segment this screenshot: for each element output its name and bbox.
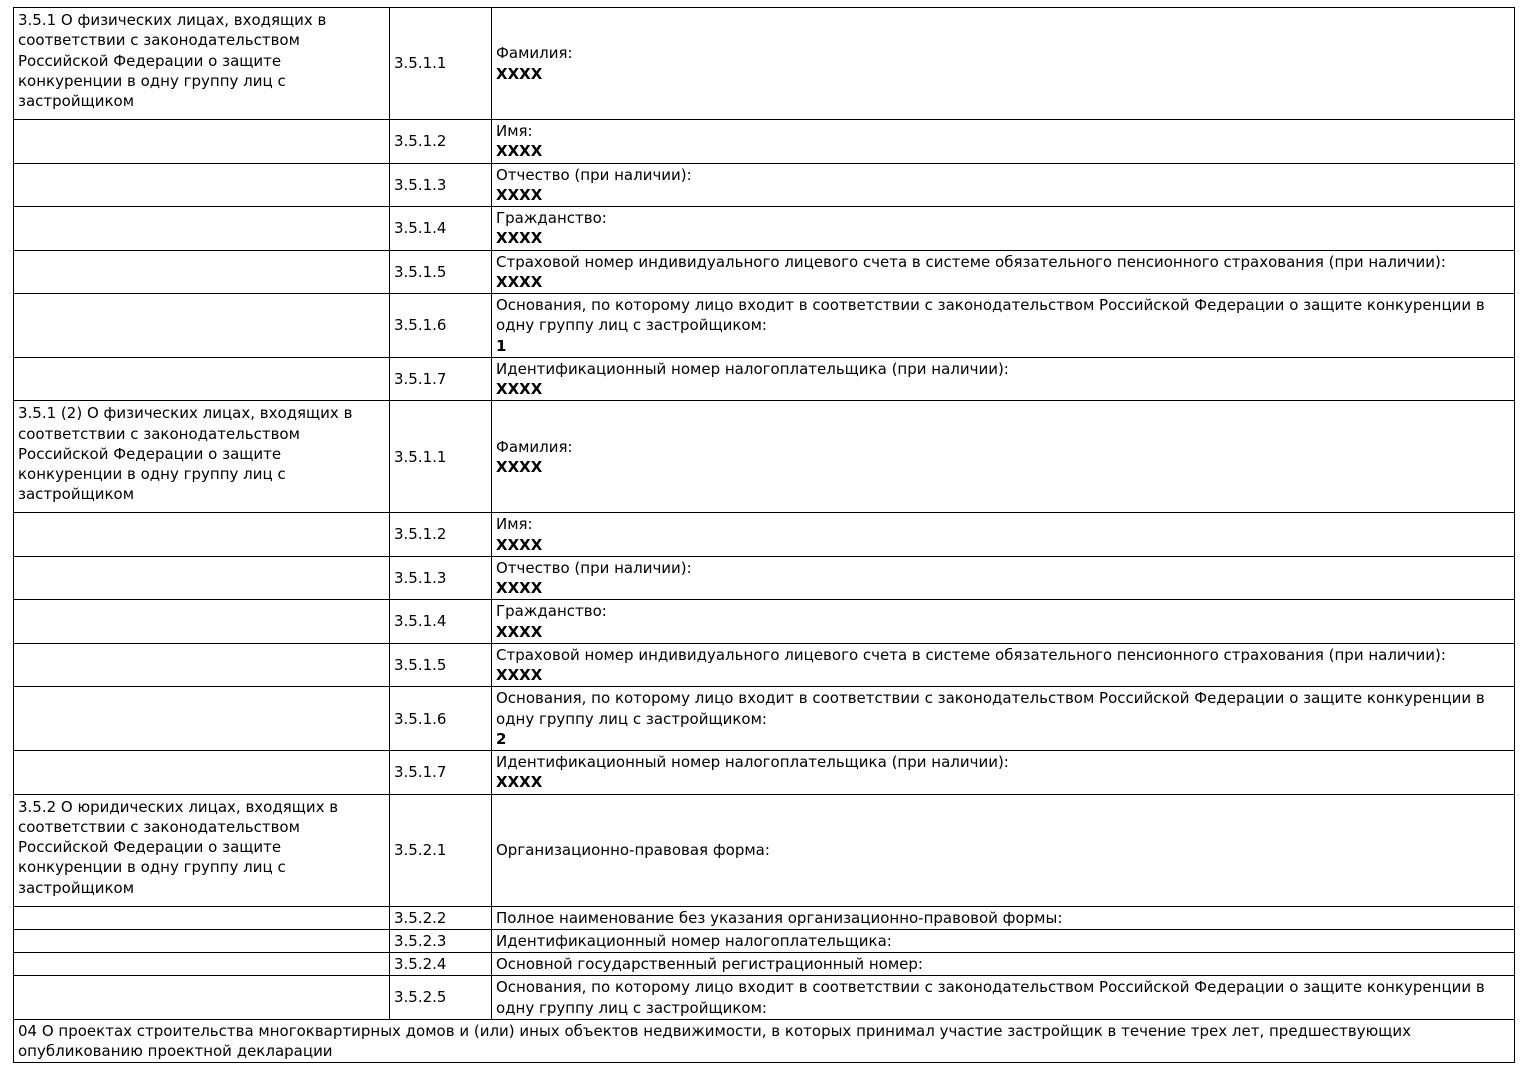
field-label: Основной государственный регистрационный номер: <box>496 955 923 973</box>
declaration-row <box>14 294 1515 358</box>
field-value: 2 <box>496 729 507 748</box>
field-value: XXXX <box>496 622 543 641</box>
item-number-cell: 3.5.1.3 <box>390 163 492 207</box>
field-label: Страховой номер индивидуального лицевого счета в системе обязательного пенсионного страхования (при наличии): <box>496 252 1446 271</box>
field-cell <box>492 643 1515 687</box>
field-value: XXXX <box>496 272 543 291</box>
group-description-cell <box>14 953 390 976</box>
field-label: Имя: <box>496 122 533 140</box>
item-number-cell: 3.5.1.6 <box>390 294 492 358</box>
item-number-cell: 3.5.1.4 <box>390 207 492 251</box>
section-04-text: 04 О проектах строительства многоквартирных домов и (или) иных объектов недвижимости, в которых принимал участие застройщик в течение трех лет, предшествующих опубликованию проектной декларации <box>14 1019 1515 1063</box>
field-cell <box>492 794 1515 906</box>
field-label: Фамилия: <box>496 437 573 456</box>
group-description-cell <box>14 687 390 751</box>
declaration-row <box>14 357 1515 401</box>
field-cell <box>492 953 1515 976</box>
declaration-row <box>14 687 1515 751</box>
field-value: XXXX <box>496 64 543 83</box>
item-number-cell: 3.5.2.4 <box>390 953 492 976</box>
item-number-cell: 3.5.1.5 <box>390 643 492 687</box>
field-label: Полное наименование без указания организационно-правовой формы: <box>496 908 1063 927</box>
field-label: Основания, по которому лицо входит в соответствии с законодательством Российской Федерации о защите конкуренции в одну группу лиц с застройщиком: <box>496 296 1485 335</box>
declaration-row <box>14 906 1515 929</box>
group-description-cell <box>14 643 390 687</box>
field-cell <box>492 207 1515 251</box>
field-label: Отчество (при наличии): <box>496 558 692 577</box>
item-number-cell: 3.5.1.4 <box>390 600 492 644</box>
field-value: XXXX <box>496 142 543 161</box>
field-value: XXXX <box>496 666 543 684</box>
item-number-cell: 3.5.1.2 <box>390 120 492 164</box>
item-number-cell: 3.5.1.1 <box>390 401 492 513</box>
field-value: XXXX <box>496 579 543 597</box>
field-value: XXXX <box>496 457 543 476</box>
declaration-row <box>14 976 1515 1020</box>
declaration-row <box>14 929 1515 952</box>
field-value: 1 <box>496 336 507 355</box>
field-cell <box>492 751 1515 795</box>
field-label: Идентификационный номер налогоплательщика (при наличии): <box>496 359 1009 378</box>
declaration-row <box>14 120 1515 164</box>
group-description-cell: 3.5.2 О юридических лицах, входящих в соответствии с законодательством Российской Федерации о защите конкуренции в одну группу лиц с застройщиком <box>14 794 390 906</box>
field-label: Основания, по которому лицо входит в соответствии с законодательством Российской Федерации о защите конкуренции в одну группу лиц с застройщиком: <box>496 689 1485 728</box>
field-label: Организационно-правовая форма: <box>496 840 770 859</box>
field-label: Отчество (при наличии): <box>496 165 692 184</box>
field-cell <box>492 294 1515 358</box>
item-number-cell: 3.5.1.7 <box>390 357 492 401</box>
field-value: XXXX <box>496 773 543 792</box>
field-label: Идентификационный номер налогоплательщика: <box>496 931 892 950</box>
item-number-cell: 3.5.2.5 <box>390 976 492 1020</box>
declaration-row <box>14 207 1515 251</box>
group-description-cell <box>14 357 390 401</box>
group-description-cell <box>14 250 390 294</box>
group-description-cell <box>14 929 390 952</box>
declaration-row <box>14 643 1515 687</box>
field-cell <box>492 401 1515 513</box>
group-description-cell <box>14 600 390 644</box>
field-value: XXXX <box>496 185 543 204</box>
group-description-cell <box>14 556 390 600</box>
item-number-cell: 3.5.2.1 <box>390 794 492 906</box>
field-cell <box>492 556 1515 600</box>
field-cell <box>492 250 1515 294</box>
item-number-cell: 3.5.1.5 <box>390 250 492 294</box>
field-cell <box>492 8 1515 120</box>
field-cell <box>492 976 1515 1020</box>
item-number-cell: 3.5.1.7 <box>390 751 492 795</box>
field-label: Идентификационный номер налогоплательщика (при наличии): <box>496 753 1009 771</box>
group-description-cell <box>14 906 390 929</box>
group-description-cell <box>14 976 390 1020</box>
field-cell <box>492 120 1515 164</box>
declaration-row <box>14 8 1515 120</box>
declaration-table <box>13 7 1515 1063</box>
field-cell <box>492 357 1515 401</box>
item-number-cell: 3.5.2.3 <box>390 929 492 952</box>
field-label: Страховой номер индивидуального лицевого счета в системе обязательного пенсионного страхования (при наличии): <box>496 645 1446 664</box>
field-cell <box>492 906 1515 929</box>
field-cell <box>492 600 1515 644</box>
declaration-row <box>14 600 1515 644</box>
item-number-cell: 3.5.1.2 <box>390 513 492 557</box>
declaration-row <box>14 401 1515 513</box>
group-description-cell <box>14 207 390 251</box>
field-label: Гражданство: <box>496 209 607 227</box>
declaration-row <box>14 513 1515 557</box>
group-description-cell <box>14 163 390 207</box>
field-label: Гражданство: <box>496 602 607 621</box>
field-label: Фамилия: <box>496 44 573 63</box>
item-number-cell: 3.5.1.1 <box>390 8 492 120</box>
field-cell <box>492 929 1515 952</box>
field-value: XXXX <box>496 380 543 398</box>
group-description-cell <box>14 513 390 557</box>
item-number-cell: 3.5.1.3 <box>390 556 492 600</box>
declaration-row <box>14 250 1515 294</box>
group-description-cell <box>14 751 390 795</box>
declaration-row <box>14 163 1515 207</box>
field-label: Имя: <box>496 515 533 534</box>
field-cell <box>492 513 1515 557</box>
declaration-rows <box>14 8 1515 1020</box>
declaration-row <box>14 751 1515 795</box>
field-cell <box>492 687 1515 751</box>
field-label: Основания, по которому лицо входит в соответствии с законодательством Российской Федерации о защите конкуренции в одну группу лиц с застройщиком: <box>496 978 1485 1017</box>
item-number-cell: 3.5.2.2 <box>390 906 492 929</box>
item-number-cell: 3.5.1.6 <box>390 687 492 751</box>
declaration-row <box>14 794 1515 906</box>
group-description-cell: 3.5.1 (2) О физических лицах, входящих в соответствии с законодательством Российской Федерации о защите конкуренции в одну группу лиц с застройщиком <box>14 401 390 513</box>
group-description-cell <box>14 294 390 358</box>
declaration-footer <box>14 1019 1515 1063</box>
field-value: XXXX <box>496 535 543 554</box>
field-cell <box>492 163 1515 207</box>
section-04-row <box>14 1019 1515 1063</box>
group-description-cell: 3.5.1 О физических лицах, входящих в соответствии с законодательством Российской Федерации о защите конкуренции в одну группу лиц с застройщиком <box>14 8 390 120</box>
declaration-row <box>14 556 1515 600</box>
group-description-cell <box>14 120 390 164</box>
declaration-row <box>14 953 1515 976</box>
field-value: XXXX <box>496 229 543 248</box>
